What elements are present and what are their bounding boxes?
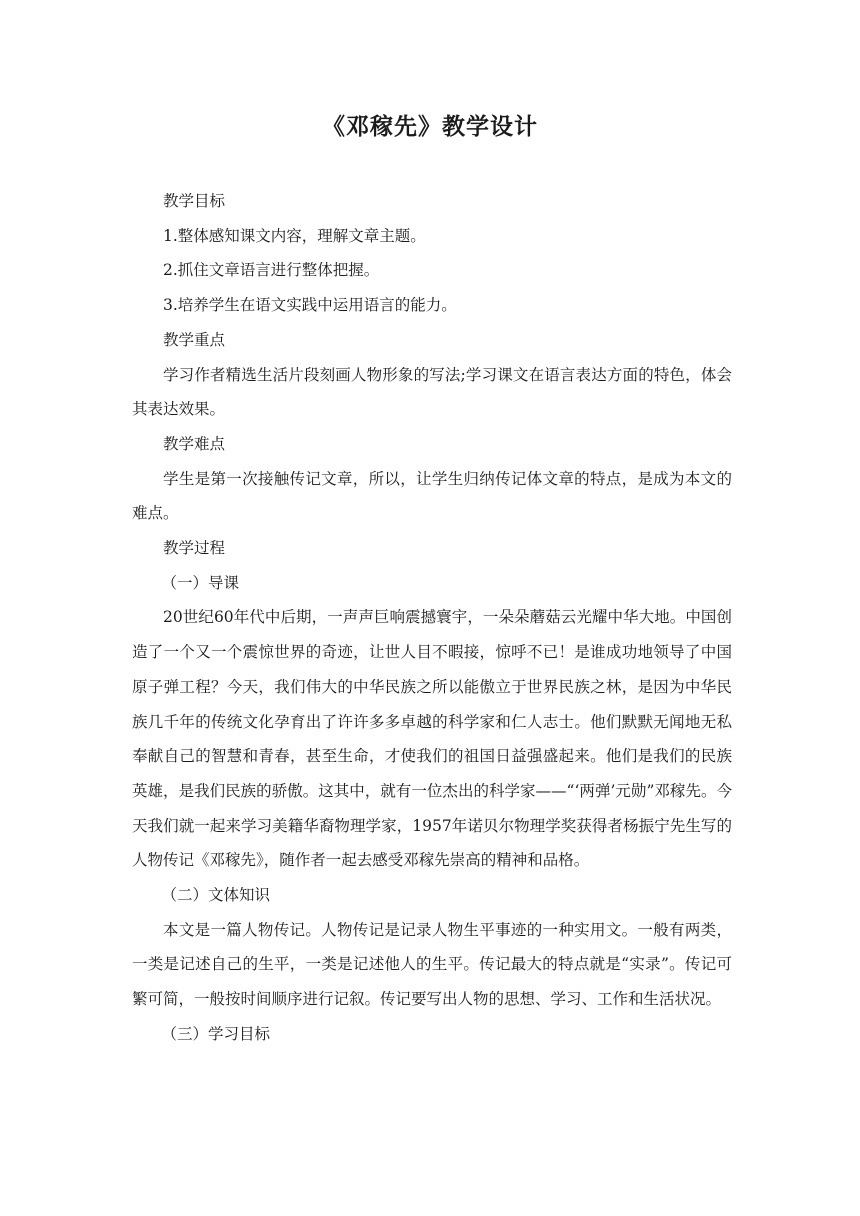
goal-item-1: 1.整体感知课文内容，理解文章主题。 [163,226,426,245]
goal-item-3: 3.培养学生在语文实践中运用语言的能力。 [163,296,457,315]
goal-item-2: 2.抓住文章语言进行整体把握。 [163,261,380,280]
subheading-genre-knowledge: （二）文体知识 [161,886,270,905]
introduction-text: 20世纪60年代中后期，一声声巨响震撼寰宇，一朵朵蘑菇云光耀中华大地。中国创造了一个又一个震惊世界的奇迹，让世人目不暇接，惊呼不已！是谁成功地领导了中国原子弹工程？今天，我们伟大的中华民族之所以能傲立于世界民族之林，是因为中华民族几千年的传统文化孕育出了许许多多卓越的科学家和仁人志士。他们默默无闻地无私奉献自己的智慧和青春，甚至生命，才使我们的祖国日益强盛起来。他们是我们的民族英雄，是我们民族的骄傲。这其中，就有一位杰出的科学家——“‘两弹’元勋”邓稼先。今天我们就一起来学习美籍华裔物理学家，1957年诺贝尔物理学奖获得者杨振宁先生写的人物传记《邓稼先》，随作者一起去感受邓稼先崇高的精神和品格。 [132,608,732,870]
heading-teaching-process: 教学过程 [163,539,226,558]
genre-knowledge-text: 本文是一篇人物传记。人物传记是记录人物生平事迹的一种实用文。一般有两类，一类是记述自己的生平，一类是记述他人的生平。传记最大的特点就是“实录”。传记可繁可简，一般按时间顺序进行记叙。传记要写出人物的思想、学习、工作和生活状况。 [132,920,732,1009]
heading-teaching-goals: 教学目标 [163,192,226,210]
document-title: 《邓稼先》教学设计 [322,114,538,140]
difficulties-text: 学生是第一次接触传记文章，所以，让学生归纳传记体文章的特点，是成为本文的难点。 [132,469,732,523]
document-body [132,184,732,1052]
subheading-introduction: （一）导课 [161,573,239,592]
heading-key-points: 教学重点 [163,330,226,349]
subheading-learning-goals: （三）学习目标 [161,1024,270,1043]
heading-difficulties: 教学难点 [163,434,226,453]
key-points-text: 学习作者精选生活片段刻画人物形象的写法;学习课文在语言表达方面的特色，体会其表达效果。 [132,365,732,419]
